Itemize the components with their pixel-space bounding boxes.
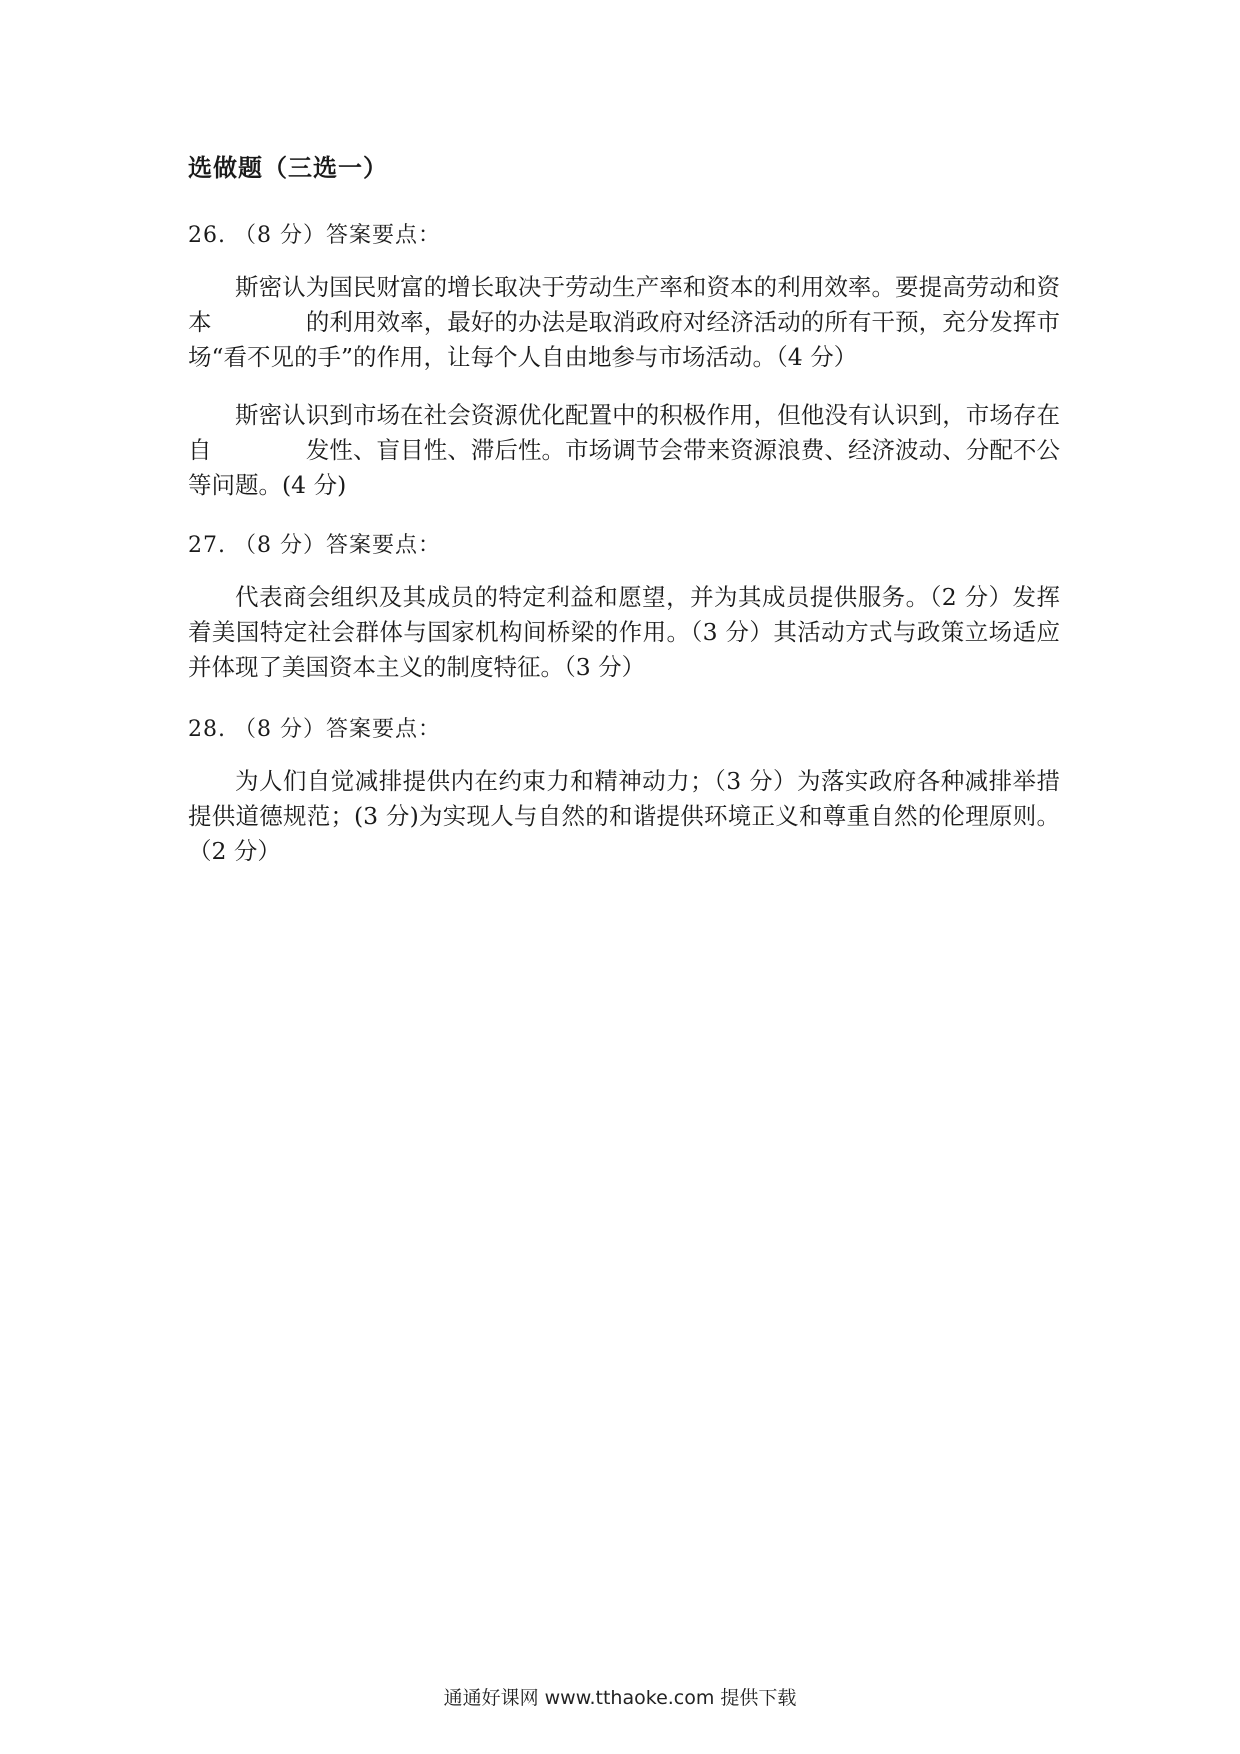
question-27-heading: 27. （8 分）答案要点： — [188, 533, 441, 558]
question-28-heading: 28. （8 分）答案要点： — [188, 717, 441, 742]
question-26-paragraph-1: 斯密认为国民财富的增长取决于劳动生产率和资本的利用效率。要提高劳动和资本 的利用效率，最好的办法是取消政府对经济活动的所有干预，充分发挥市场“看不见的手”的作用，让每个人自由地参与市场活动。（4 分） — [188, 273, 1060, 371]
section-title: 选做题（三选一） — [188, 154, 388, 182]
question-26-paragraph-2: 斯密认识到市场在社会资源优化配置中的积极作用，但他没有认识到，市场存在自 发性、盲目性、滞后性。市场调节会带来资源浪费、经济波动、分配不公等问题。(4 分) — [188, 401, 1060, 499]
question-26-heading: 26. （8 分）答案要点： — [188, 223, 441, 248]
question-28-paragraph-1: 为人们自觉减排提供内在约束力和精神动力；（3 分）为落实政府各种减排举措提供道德规范；(3 分)为实现人与自然的和谐提供环境正义和尊重自然的伦理原则。（2 分） — [188, 767, 1060, 865]
question-27-paragraph-1: 代表商会组织及其成员的特定利益和愿望，并为其成员提供服务。（2 分）发挥着美国特定社会群体与国家机构间桥梁的作用。（3 分）其活动方式与政策立场适应并体现了美国资本主义的制度特征。（3 分） — [188, 583, 1060, 681]
page-footer: 通通好课网 www.tthaoke.com 提供下载 — [443, 1687, 797, 1709]
